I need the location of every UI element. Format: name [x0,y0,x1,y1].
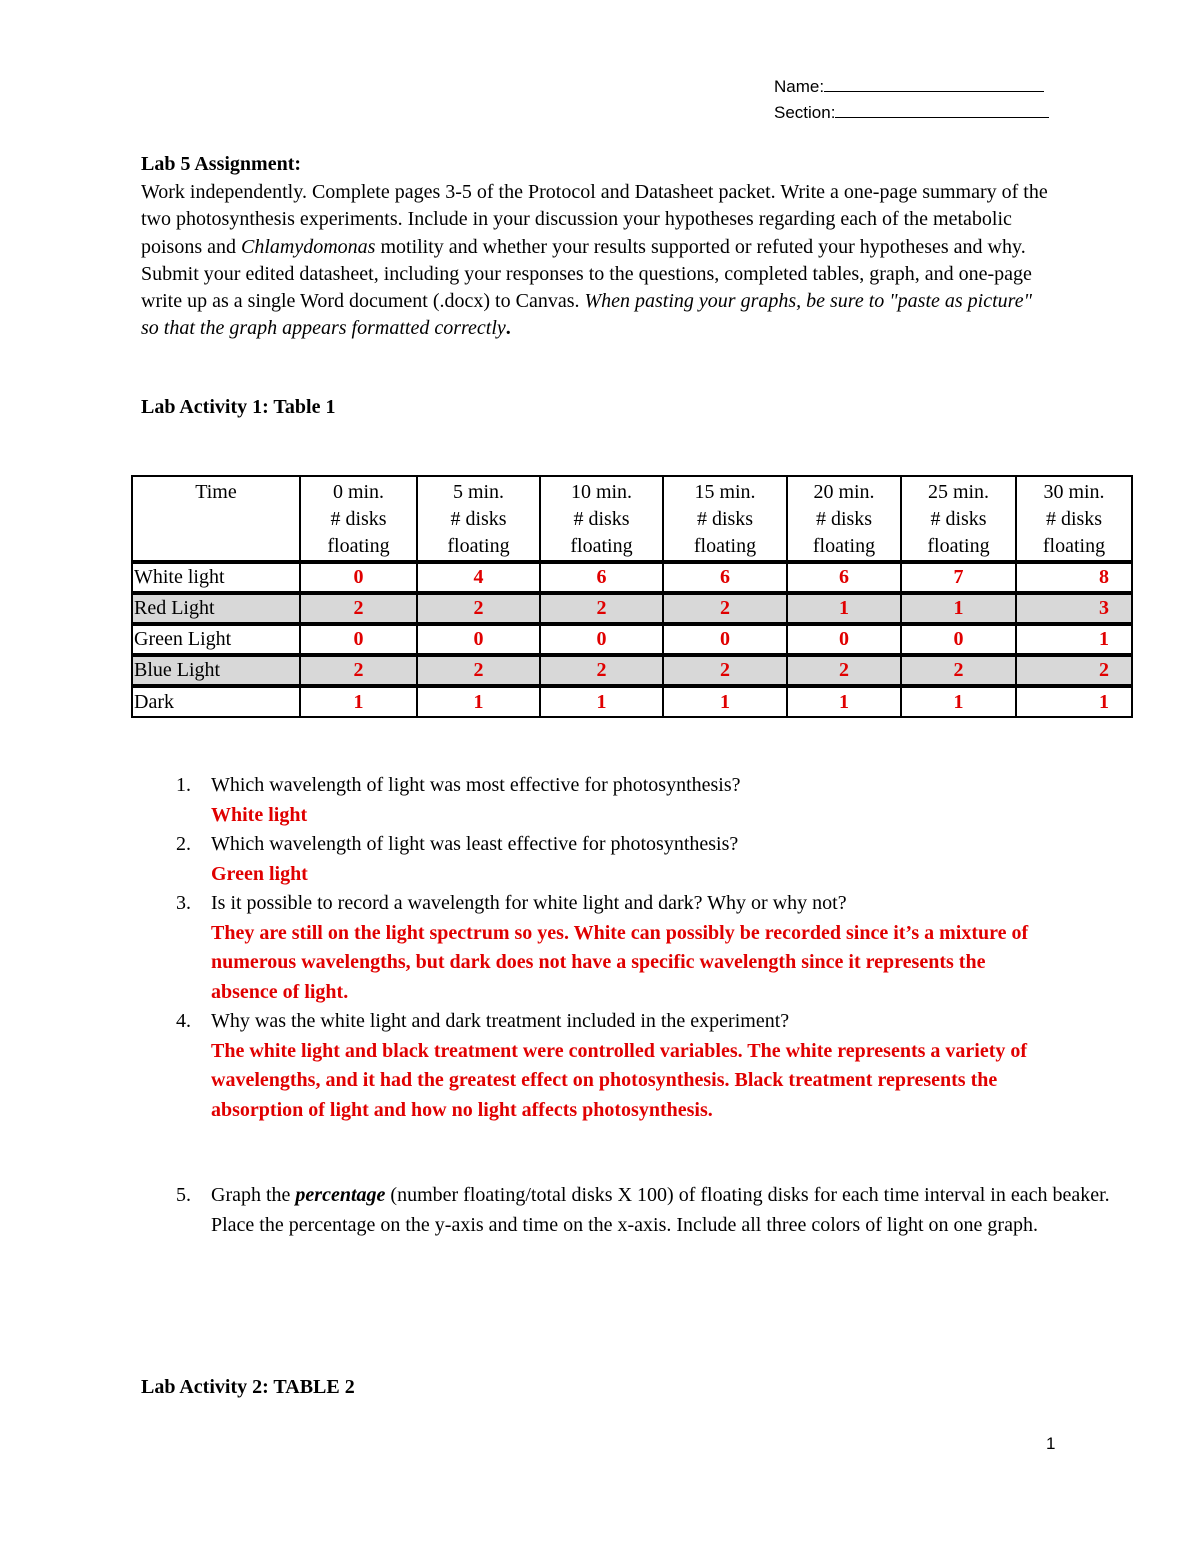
row-label: Red Light [132,593,300,624]
assignment-end: . [505,317,511,340]
table-row-green [132,624,1132,655]
assignment-paste-note: When pasting your graphs, be sure to "paste as picture" so that the graph appears formatted correctly [141,290,1032,340]
header-col: 20 min. # disks floating [787,476,901,562]
table-header-row [132,476,1132,562]
cell-value: 2 [1016,655,1132,686]
cell-value: 2 [901,655,1016,686]
q5-text-pre: Graph the [211,1184,296,1206]
table-row-blue [132,655,1132,686]
assignment-organism: Chlamydomonas [241,235,376,258]
activity2-heading: Lab Activity 2: TABLE 2 [141,1376,355,1398]
answer-text[interactable]: White light [211,803,308,826]
cell-value: 7 [901,562,1016,593]
q5-text-post: (number floating/total disks X 100) of floating disks for each time interval in each beaker. Place the percentage on the y-axis and time on the x-axis. Include all three colors of light on one graph. [211,1184,1110,1236]
question-5 [176,1181,1111,1240]
cell-value: 1 [787,686,901,717]
cell-value: 0 [787,624,901,655]
name-underline[interactable] [824,77,1044,92]
cell-value: 1 [417,686,540,717]
cell-value: 6 [663,562,787,593]
row-label: Blue Light [132,655,300,686]
row-label: Green Light [132,624,300,655]
table-row-white [132,562,1132,593]
cell-value: 6 [540,562,663,593]
cell-value: 1 [901,593,1016,624]
row-label: White light [132,562,300,593]
cell-value: 2 [540,655,663,686]
name-label: Name: [774,77,825,96]
assignment-text-2: motility and whether your results supported or refuted your hypotheses and why. Submit your edited datasheet, including your responses to the questions, completed tables, graph, and one-page write up as a single Word document (.docx) to Canvas. [141,235,1032,313]
question-item [176,889,1076,1007]
cell-value: 0 [300,562,417,593]
question-item [176,1007,1076,1125]
question-text: Is it possible to record a wavelength for white light and dark? Why or why not? [211,892,847,914]
answer-text[interactable]: Green light [211,862,308,885]
section-label: Section: [774,103,836,122]
header-col: 10 min. # disks floating [540,476,663,562]
table-row-dark [132,686,1132,717]
question-number: 2. [176,833,191,855]
question-item [176,830,1076,889]
cell-value: 1 [1016,686,1132,717]
assignment-heading: Lab 5 Assignment: [141,153,302,175]
cell-value: 2 [663,655,787,686]
header-col: 0 min. # disks floating [300,476,417,562]
question-list [176,771,1076,1125]
activity1-heading: Lab Activity 1: Table 1 [141,396,336,418]
header-col: 25 min. # disks floating [901,476,1016,562]
section-underline[interactable] [835,103,1049,118]
cell-value: 0 [663,624,787,655]
header-col: 15 min. # disks floating [663,476,787,562]
cell-value: 0 [417,624,540,655]
page-number: 1 [1046,1434,1056,1453]
header-col: 30 min. # disks floating [1016,476,1132,562]
answer-text[interactable]: The white light and black treatment were controlled variables. The white represents a variety of wavelengths, and it had the greatest effect on photosynthesis. Black treatment represents the absorption of light and how no light affects photosynthesis. [211,1039,1028,1121]
q5-emphasis: percentage [295,1184,386,1206]
cell-value: 0 [901,624,1016,655]
cell-value: 1 [787,593,901,624]
cell-value: 1 [663,686,787,717]
section-field[interactable] [774,103,1049,123]
cell-value: 2 [787,655,901,686]
cell-value: 1 [540,686,663,717]
question-text: Which wavelength of light was least effective for photosynthesis? [211,833,739,855]
row-label: Dark [132,686,300,717]
question-number: 1. [176,774,191,796]
cell-value: 2 [663,593,787,624]
cell-value: 1 [300,686,417,717]
cell-value: 8 [1016,562,1132,593]
header-time: Time [132,476,300,562]
cell-value: 0 [540,624,663,655]
cell-value: 2 [417,655,540,686]
assignment-body [141,179,1051,343]
cell-value: 6 [787,562,901,593]
cell-value: 1 [901,686,1016,717]
question-text: Why was the white light and dark treatment included in the experiment? [211,1010,790,1032]
table-1 [131,475,1133,718]
assignment-text-1: Work independently. Complete pages 3-5 of the Protocol and Datasheet packet. Write a one-page summary of the two photosynthesis experiments. Include in your discussion your hypotheses regarding each of the metabolic poisons and [141,181,1048,258]
cell-value: 2 [300,593,417,624]
name-field[interactable] [774,77,1044,97]
cell-value: 2 [417,593,540,624]
cell-value: 4 [417,562,540,593]
question-number: 4. [176,1010,191,1032]
cell-value: 2 [300,655,417,686]
table-row-red [132,593,1132,624]
header-col: 5 min. # disks floating [417,476,540,562]
question-number: 5. [176,1184,191,1206]
question-number: 3. [176,892,191,914]
cell-value: 2 [540,593,663,624]
question-item [176,771,1076,830]
cell-value: 1 [1016,624,1132,655]
answer-text[interactable]: They are still on the light spectrum so yes. White can possibly be recorded since it’s a mixture of numerous wavelengths, but dark does not have a specific wavelength since it represents the absence of light. [211,921,1029,1003]
cell-value: 3 [1016,593,1132,624]
question-text: Which wavelength of light was most effective for photosynthesis? [211,774,741,796]
cell-value: 0 [300,624,417,655]
